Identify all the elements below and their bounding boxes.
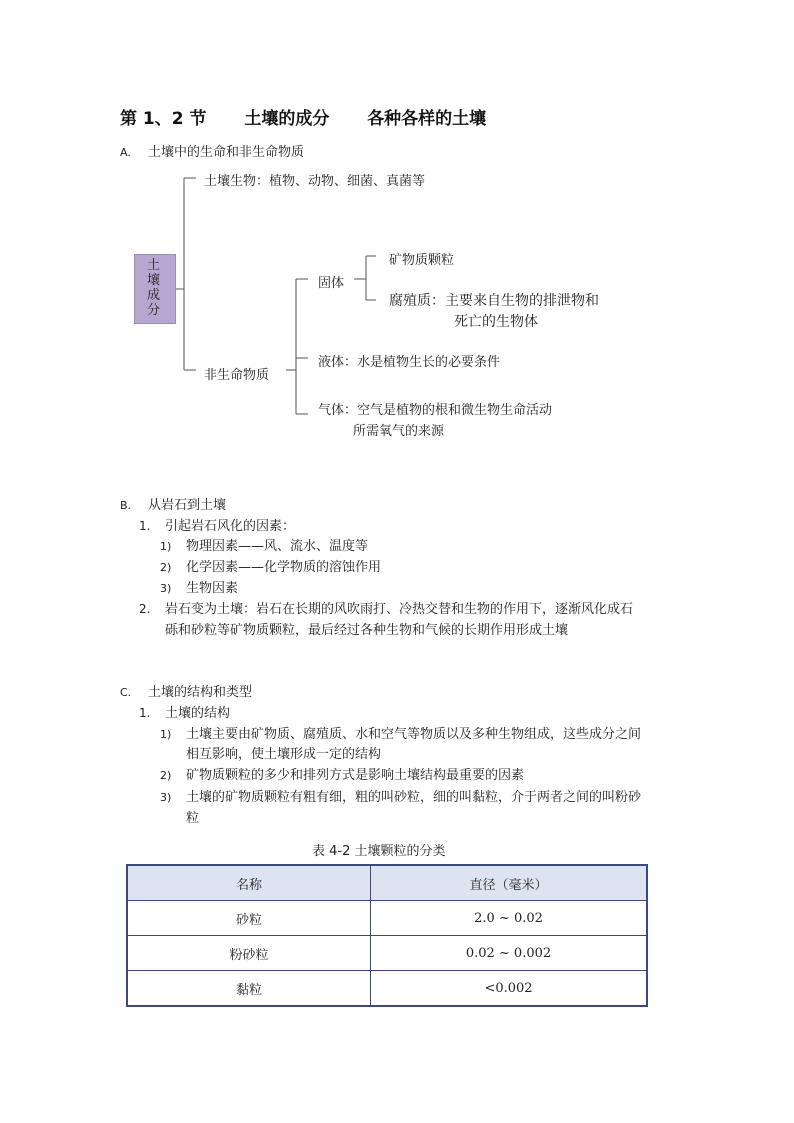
- humus-node-line2: 死亡的生物体: [454, 314, 538, 330]
- cell-name: 黏粒: [127, 971, 371, 1007]
- section-b-marker: B.: [120, 499, 132, 512]
- sub-text-line1: 土壤主要由矿物质、腐殖质、水和空气等物质以及多种生物组成，这些成分之间: [186, 727, 642, 742]
- sub-number: 2): [160, 561, 172, 574]
- section-a-title: 土壤中的生命和非生命物质: [148, 145, 305, 160]
- list-item: [160, 786, 641, 805]
- sub-text: 生物因素: [186, 581, 239, 596]
- cell-diameter: 2.0 ~ 0.02: [371, 901, 648, 936]
- section-b-title: 从岩石到土壤: [148, 498, 227, 513]
- sub-number: 1): [160, 728, 172, 741]
- gas-node-line1: 气体：空气是植物的根和微生物生命活动: [318, 403, 553, 418]
- sub-text-line1: 矿物质颗粒的多少和排列方式是影响土壤结构最重要的因素: [186, 768, 525, 783]
- section-b-item-2-line2: 砾和砂粒等矿物质颗粒，最后经过各种生物和气候的长期作用形成土壤: [165, 623, 569, 638]
- living-organisms-node: 土壤生物：植物、动物、细菌、真菌等: [204, 174, 426, 189]
- table-row: [127, 936, 647, 971]
- item-text: 引起岩石风化的因素：: [165, 519, 296, 534]
- section-c-title: 土壤的结构和类型: [148, 685, 253, 700]
- title-topic-1: 土壤的成分: [244, 109, 330, 129]
- cell-name: 砂粒: [127, 901, 371, 936]
- section-a-marker: A.: [120, 146, 131, 159]
- nonliving-node: 非生命物质: [204, 368, 270, 383]
- sub-number: 3): [160, 791, 172, 804]
- mineral-node: 矿物质颗粒: [389, 253, 455, 268]
- cell-diameter: 0.02 ~ 0.002: [371, 936, 648, 971]
- item-text-line1: 岩石变为土壤：岩石在长期的风吹雨打、冷热交替和生物的作用下，逐渐风化成石: [165, 602, 634, 617]
- section-c-heading: [120, 681, 252, 700]
- section-b-heading: [120, 494, 226, 513]
- column-header-diameter: 直径（毫米）: [371, 865, 648, 901]
- sub-number: 2): [160, 769, 172, 782]
- gas-node-line2: 所需氧气的来源: [353, 424, 445, 439]
- cell-diameter: <0.002: [371, 971, 648, 1007]
- table-header-row: [127, 865, 647, 901]
- list-item-continuation: 粒: [186, 811, 200, 826]
- cell-name: 粉砂粒: [127, 936, 371, 971]
- item-text: 土壤的结构: [165, 706, 231, 721]
- list-item: [160, 723, 641, 742]
- soil-particle-table: [126, 864, 648, 1007]
- title-topic-2: 各种各样的土壤: [367, 109, 487, 129]
- section-c-marker: C.: [120, 686, 132, 699]
- sub-text: 化学因素——化学物质的溶蚀作用: [186, 560, 382, 575]
- title-section-number: 第 1、2 节: [120, 109, 207, 129]
- liquid-node: 液体：水是植物生长的必要条件: [318, 355, 501, 370]
- sub-number: 1): [160, 540, 172, 553]
- sub-text-line1: 土壤的矿物质颗粒有粗有细，粗的叫砂粒，细的叫黏粒，介于两者之间的叫粉砂: [186, 790, 642, 805]
- list-item-continuation: 相互影响，使土壤形成一定的结构: [186, 747, 382, 762]
- solid-node: 固体: [318, 276, 345, 291]
- sub-number: 3): [160, 582, 172, 595]
- column-header-name: 名称: [127, 865, 371, 901]
- humus-node-line1: 腐殖质：主要来自生物的排泄物和: [389, 293, 599, 309]
- list-item: [160, 556, 381, 575]
- section-b-item-1: [139, 515, 295, 534]
- section-c-item-1: [139, 702, 230, 721]
- item-number: 1.: [139, 519, 151, 533]
- sub-text: 物理因素——风、流水、温度等: [186, 539, 369, 554]
- item-number: 1.: [139, 706, 151, 720]
- root-node-label: 土壤成分: [147, 258, 161, 318]
- table-caption: 表 4-2 土壤颗粒的分类: [312, 844, 446, 859]
- section-b-item-2: [139, 598, 633, 617]
- item-number: 2.: [139, 602, 151, 616]
- list-item: [160, 535, 368, 554]
- list-item: [160, 577, 238, 596]
- list-item: [160, 764, 524, 783]
- table-row: [127, 971, 647, 1007]
- table-row: [127, 901, 647, 936]
